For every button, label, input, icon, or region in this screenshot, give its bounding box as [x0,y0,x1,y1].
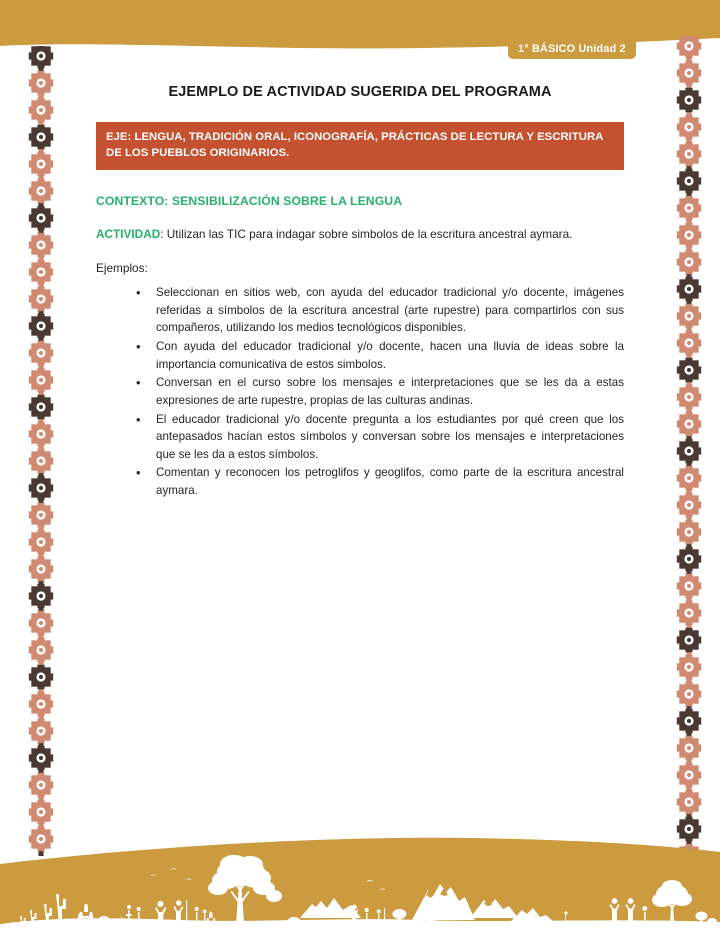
list-item: • El educador tradicional y/o docente pregunta a los estudiantes por qué creen que los antepasados hacían estos símbolos y conversan sobre los mensajes e interpretaciones que se les da a estos símbolos. [136,411,624,464]
actividad-text: : Utilizan las TIC para indagar sobre simbolos de la escritura ancestral aymara. [160,226,573,241]
rosette-motif-border-right [676,36,702,864]
actividad-line [96,226,624,243]
document-content [96,60,624,501]
unit-badge: 1° BÁSICO Unidad 2 [508,38,636,59]
list-item: • Seleccionan en sitios web, con ayuda del educador tradicional y/o docente, imágenes referidas a símbolos de la escritura ancestral (arte rupestre) para compartirlos con sus compañeros, utilizando los medios tecnológicos disponibles. [136,284,624,337]
andean-landscape-silhouette-band [0,832,720,932]
eje-banner: EJE: LENGUA, TRADICIÓN ORAL, ICONOGRAFÍA, PRÁCTICAS DE LECTURA Y ESCRITURA DE LOS PUEBLOS ORIGINARIOS. [96,122,624,170]
page-title: EJEMPLO DE ACTIVIDAD SUGERIDA DEL PROGRAMA [168,84,552,100]
ejemplos-list [96,284,624,499]
actividad-label: ACTIVIDAD [96,226,161,241]
list-item: • Comentan y reconocen los petroglifos y geoglifos, como parte de la escritura ancestral aymara. [136,464,624,499]
rosette-motif-border-left [28,46,54,856]
ejemplos-label: Ejemplos: [96,261,148,276]
list-item: • Con ayuda del educador tradicional y/o docente, hacen una lluvia de ideas sobre la importancia comunicativa de estos simbolos. [136,338,624,373]
list-item: • Conversan en el curso sobre los mensajes e interpretaciones que se les da a estas expresiones de arte rupestre, propias de las culturas andinas. [136,374,624,409]
contexto-heading: CONTEXTO: SENSIBILIZACIÓN SOBRE LA LENGUA [96,193,403,208]
